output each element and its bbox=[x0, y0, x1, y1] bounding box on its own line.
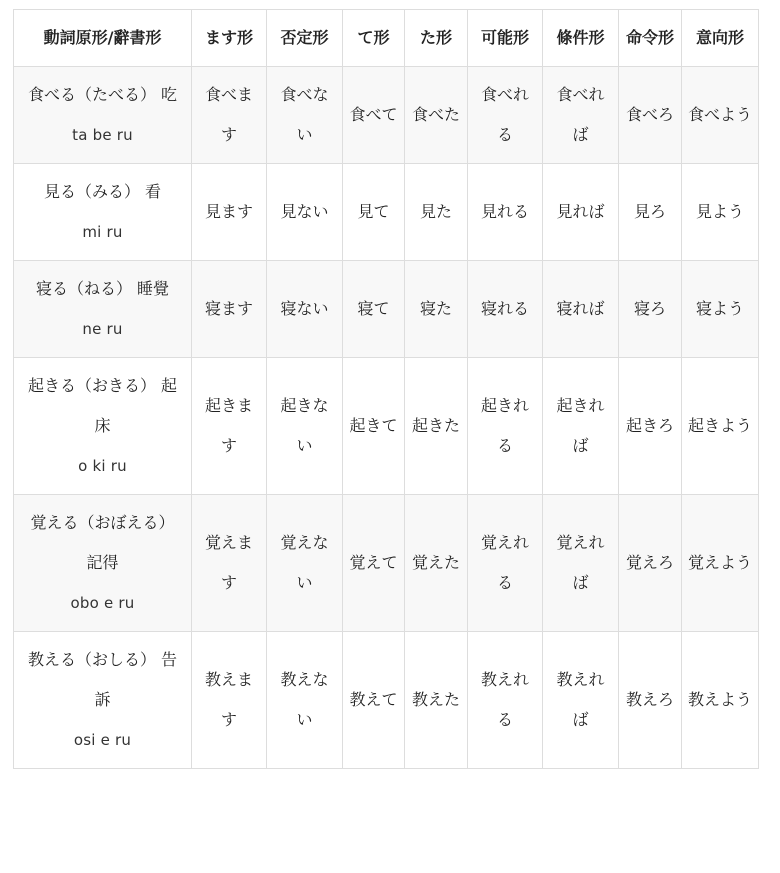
table-body bbox=[14, 67, 759, 769]
table-row bbox=[14, 632, 759, 769]
conjugation-ta: 教えた bbox=[405, 632, 468, 769]
header-te-form: て形 bbox=[343, 10, 405, 67]
verb-romaji: osi e ru bbox=[73, 731, 132, 749]
conjugation-conditional: 覚えれば bbox=[543, 495, 619, 632]
header-row bbox=[14, 10, 759, 67]
conjugation-masu: 起きます bbox=[192, 358, 267, 495]
conjugation-potential: 教えれる bbox=[468, 632, 543, 769]
conjugation-imperative: 教えろ bbox=[619, 632, 682, 769]
verb-conjugation-table bbox=[13, 9, 759, 769]
verb-dictionary-form bbox=[20, 269, 185, 309]
verb-cell bbox=[14, 358, 192, 495]
verb-cell bbox=[14, 495, 192, 632]
header-ta-form: た形 bbox=[405, 10, 468, 67]
verb-meaning: 記得 bbox=[86, 553, 119, 572]
conjugation-potential: 覚えれる bbox=[468, 495, 543, 632]
table-header bbox=[14, 10, 759, 67]
table-row bbox=[14, 67, 759, 164]
verb-meaning: 睡覺 bbox=[137, 279, 170, 298]
header-imperative-form: 命令形 bbox=[619, 10, 682, 67]
conjugation-volitional: 覚えよう bbox=[682, 495, 759, 632]
conjugation-potential: 寝れる bbox=[468, 261, 543, 358]
verb-dictionary-form bbox=[20, 503, 185, 583]
verb-kana: 起きる（おきる） bbox=[27, 376, 156, 395]
verb-dictionary-form bbox=[20, 640, 185, 720]
conjugation-masu: 覚えます bbox=[192, 495, 267, 632]
verb-kana: 覚える（おぼえる） bbox=[30, 513, 175, 532]
conjugation-te: 覚えて bbox=[343, 495, 405, 632]
conjugation-masu: 食べます bbox=[192, 67, 267, 164]
verb-meaning: 起床 bbox=[94, 376, 178, 435]
conjugation-conditional: 見れば bbox=[543, 164, 619, 261]
verb-romaji: o ki ru bbox=[78, 457, 127, 475]
conjugation-te: 食べて bbox=[343, 67, 405, 164]
conjugation-volitional: 教えよう bbox=[682, 632, 759, 769]
conjugation-masu: 寝ます bbox=[192, 261, 267, 358]
conjugation-imperative: 覚えろ bbox=[619, 495, 682, 632]
conjugation-potential: 見れる bbox=[468, 164, 543, 261]
conjugation-masu: 教えます bbox=[192, 632, 267, 769]
verb-romaji: ne ru bbox=[82, 320, 123, 338]
verb-dictionary-form bbox=[20, 75, 185, 115]
conjugation-te: 見て bbox=[343, 164, 405, 261]
verb-kana: 教える（おしる） bbox=[27, 650, 156, 669]
conjugation-ta: 覚えた bbox=[405, 495, 468, 632]
conjugation-te: 寝て bbox=[343, 261, 405, 358]
conjugation-ta: 食べた bbox=[405, 67, 468, 164]
verb-romaji: mi ru bbox=[82, 223, 123, 241]
header-volitional-form: 意向形 bbox=[682, 10, 759, 67]
verb-meaning: 看 bbox=[145, 182, 162, 201]
table-row bbox=[14, 495, 759, 632]
header-masu-form: ます形 bbox=[192, 10, 267, 67]
conjugation-potential: 起きれる bbox=[468, 358, 543, 495]
verb-cell bbox=[14, 67, 192, 164]
conjugation-conditional: 教えれば bbox=[543, 632, 619, 769]
verb-romaji: obo e ru bbox=[70, 594, 135, 612]
conjugation-conditional: 寝れば bbox=[543, 261, 619, 358]
verb-cell bbox=[14, 164, 192, 261]
conjugation-te: 教えて bbox=[343, 632, 405, 769]
verb-meaning: 吃 bbox=[161, 85, 178, 104]
verb-dictionary-form bbox=[20, 172, 185, 212]
verb-dictionary-form bbox=[20, 366, 185, 446]
conjugation-imperative: 寝ろ bbox=[619, 261, 682, 358]
conjugation-conditional: 食べれば bbox=[543, 67, 619, 164]
table-row bbox=[14, 164, 759, 261]
conjugation-negative: 教えない bbox=[267, 632, 343, 769]
table-row bbox=[14, 261, 759, 358]
conjugation-conditional: 起きれば bbox=[543, 358, 619, 495]
conjugation-imperative: 見ろ bbox=[619, 164, 682, 261]
header-potential-form: 可能形 bbox=[468, 10, 543, 67]
conjugation-imperative: 食べろ bbox=[619, 67, 682, 164]
conjugation-negative: 食べない bbox=[267, 67, 343, 164]
conjugation-volitional: 食べよう bbox=[682, 67, 759, 164]
verb-meaning: 告訴 bbox=[94, 650, 178, 709]
verb-kana: 寝る（ねる） bbox=[35, 279, 132, 298]
conjugation-ta: 寝た bbox=[405, 261, 468, 358]
conjugation-te: 起きて bbox=[343, 358, 405, 495]
header-negative-form: 否定形 bbox=[267, 10, 343, 67]
conjugation-ta: 見た bbox=[405, 164, 468, 261]
conjugation-volitional: 寝よう bbox=[682, 261, 759, 358]
verb-kana: 見る（みる） bbox=[43, 182, 140, 201]
header-dictionary-form: 動詞原形/辭書形 bbox=[14, 10, 192, 67]
verb-romaji: ta be ru bbox=[72, 126, 133, 144]
conjugation-potential: 食べれる bbox=[468, 67, 543, 164]
conjugation-negative: 見ない bbox=[267, 164, 343, 261]
conjugation-ta: 起きた bbox=[405, 358, 468, 495]
conjugation-negative: 覚えない bbox=[267, 495, 343, 632]
verb-cell bbox=[14, 261, 192, 358]
verb-cell bbox=[14, 632, 192, 769]
conjugation-negative: 起きない bbox=[267, 358, 343, 495]
table-row bbox=[14, 358, 759, 495]
header-conditional-form: 條件形 bbox=[543, 10, 619, 67]
conjugation-volitional: 起きよう bbox=[682, 358, 759, 495]
conjugation-volitional: 見よう bbox=[682, 164, 759, 261]
verb-kana: 食べる（たべる） bbox=[27, 85, 156, 104]
conjugation-negative: 寝ない bbox=[267, 261, 343, 358]
conjugation-imperative: 起きろ bbox=[619, 358, 682, 495]
conjugation-masu: 見ます bbox=[192, 164, 267, 261]
